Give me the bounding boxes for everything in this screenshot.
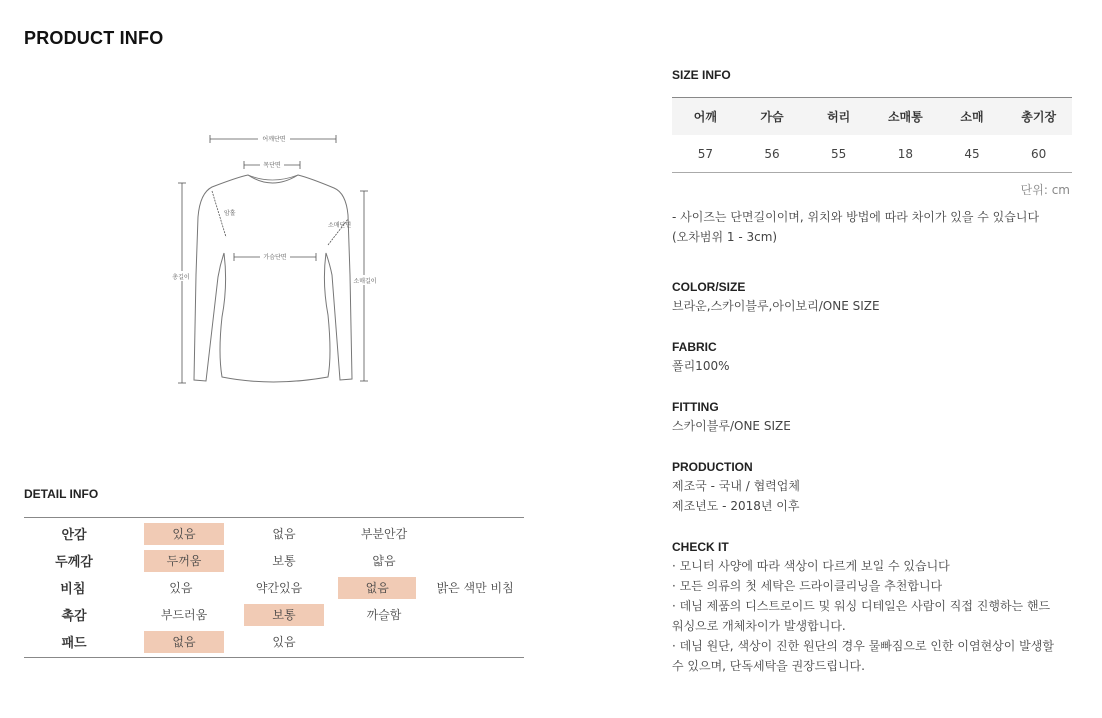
size-table-row <box>672 135 1072 172</box>
detail-option: 없음 <box>144 631 224 653</box>
size-column-header: 가슴 <box>760 110 784 124</box>
detail-row-label: 촉감 <box>61 609 87 624</box>
size-unit: 단위: cm <box>1020 183 1070 197</box>
sleeve-length-label: 소매길이 <box>353 278 377 285</box>
detail-option: 까슬함 <box>366 607 402 622</box>
production-line: 제조년도 - 2018년 이후 <box>672 499 800 513</box>
size-note <box>672 207 1072 247</box>
size-column-header: 소매통 <box>887 110 923 124</box>
detail-option: 없음 <box>272 526 296 541</box>
shoulder-label: 어깨단면 <box>262 136 286 143</box>
garment-sketch <box>160 125 390 395</box>
detail-row-label: 패드 <box>61 636 87 651</box>
chest-label: 가슴단면 <box>263 254 287 261</box>
size-column-header: 소매 <box>960 110 984 124</box>
page-title: PRODUCT INFO <box>24 28 164 48</box>
production-heading: PRODUCTION <box>672 460 753 474</box>
size-note-line: (오차범위 1 - 3cm) <box>672 230 778 244</box>
detail-row-thickness <box>24 547 524 574</box>
check-it-line: · 모든 의류의 첫 세탁은 드라이클리닝을 추천합니다 <box>672 579 943 593</box>
check-it-line: · 모니터 사양에 따라 색상이 다르게 보일 수 있습니다 <box>672 559 950 573</box>
size-column-header: 총기장 <box>1021 110 1057 124</box>
size-diagram <box>160 125 390 395</box>
fabric-heading: FABRIC <box>672 340 717 354</box>
check-it-heading: CHECK IT <box>672 540 729 554</box>
color-size-heading: COLOR/SIZE <box>672 280 746 294</box>
production-line: 제조국 - 국내 / 협력업체 <box>672 479 800 493</box>
size-table <box>672 97 1072 173</box>
detail-option: 부분안감 <box>360 526 408 541</box>
fitting-heading: FITTING <box>672 400 719 414</box>
sleeve-width-label: 소매단면 <box>328 222 352 229</box>
detail-option: 얇음 <box>372 553 396 568</box>
detail-row-lining <box>24 520 524 547</box>
size-info-heading: SIZE INFO <box>672 68 731 82</box>
detail-option: 밝은 색만 비침 <box>436 580 514 595</box>
size-note-line: - 사이즈는 단면길이이며, 위치와 방법에 따라 차이가 있을 수 있습니다 <box>672 210 1040 224</box>
detail-info-heading: DETAIL INFO <box>24 487 99 501</box>
detail-option: 보통 <box>272 553 296 568</box>
detail-row-label: 안감 <box>61 528 87 543</box>
size-value: 60 <box>1031 146 1047 161</box>
detail-row-label: 비침 <box>60 582 86 597</box>
color-size-text: 브라운,스카이블루,아이보리/ONE SIZE <box>672 299 880 313</box>
size-value: 45 <box>964 146 980 161</box>
detail-option: 있음 <box>169 580 193 595</box>
detail-option: 약간있음 <box>255 580 303 595</box>
detail-row-label: 두께감 <box>55 555 93 570</box>
check-it-line: · 데님 제품의 디스트로이드 및 워싱 디테일은 사람이 직접 진행하는 핸드 <box>672 599 1051 613</box>
fitting-text: 스카이블루/ONE SIZE <box>672 419 791 433</box>
detail-info-table <box>24 517 524 658</box>
total-length-label: 총길이 <box>172 274 190 281</box>
detail-option: 보통 <box>244 604 324 626</box>
detail-option: 없음 <box>338 577 416 599</box>
check-it-line: 수 있으며, 단독세탁을 권장드립니다. <box>672 659 865 673</box>
check-it-line: 워싱으로 개체차이가 발생합니다. <box>672 619 846 633</box>
size-column-header: 허리 <box>827 110 851 124</box>
armhole-label: 암홀 <box>224 210 236 217</box>
size-value: 55 <box>831 146 847 161</box>
detail-option: 있음 <box>144 523 224 545</box>
size-table-header <box>672 98 1072 135</box>
detail-row-sheerness <box>24 574 524 601</box>
size-column-header: 어깨 <box>693 110 717 124</box>
detail-row-texture <box>24 601 524 628</box>
neck-label: 목단면 <box>263 162 281 169</box>
size-value: 18 <box>897 146 913 161</box>
fabric-text: 폴리100% <box>672 359 730 373</box>
detail-option: 부드러움 <box>160 607 208 622</box>
detail-row-pad <box>24 628 524 655</box>
detail-option: 있음 <box>272 634 296 649</box>
size-value: 56 <box>764 146 780 161</box>
check-it-line: · 데님 원단, 색상이 진한 원단의 경우 물빠짐으로 인한 이염현상이 발생할 <box>672 639 1054 653</box>
size-value: 57 <box>697 146 713 161</box>
detail-option: 두꺼움 <box>144 550 224 572</box>
check-it-list <box>672 556 1074 676</box>
